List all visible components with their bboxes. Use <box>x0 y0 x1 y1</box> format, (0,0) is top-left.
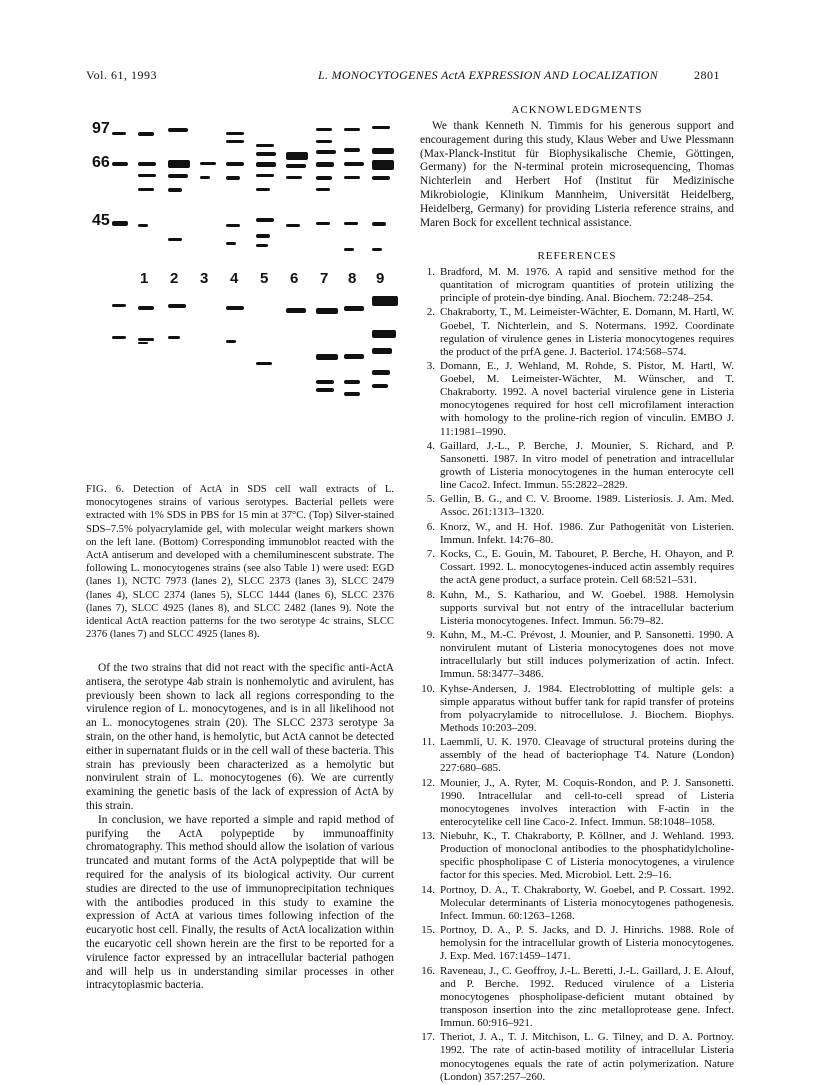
reference-number: 13. <box>421 830 435 843</box>
gel-band <box>372 296 398 306</box>
reference-item <box>420 736 734 775</box>
gel-band <box>168 238 182 241</box>
reference-text: Raveneau, J., C. Geoffroy, J.-L. Beretti, J.-L. Gaillard, J. E. Alouf, and P. Berche. 1992. Reduced virulence of a Listeria monocytogenes phospholipase-deficient mutant obtained by transposon insertion into the zinc metalloprotease gene. Infect. Immun. 60:916–921. <box>440 964 734 1030</box>
gel-band <box>112 162 128 166</box>
reference-number: 3. <box>426 360 435 373</box>
reference-item <box>420 266 734 305</box>
gel-band <box>112 132 126 135</box>
figure-caption <box>86 483 394 641</box>
reference-text: Kuhn, M., S. Kathariou, and W. Goebel. 1988. Hemolysin supports survival but not entry of the intracellular bacterium Listeria monocytogenes. Infect. Immun. 56:79–82. <box>440 588 734 627</box>
gel-band <box>168 128 188 132</box>
reference-text: Kocks, C., E. Gouin, M. Tabouret, P. Berche, H. Ohayon, and P. Cossart. 1992. L. monocytogenes-induced actin assembly requires the actA gene product, a surface protein. Cell 68:521–531. <box>440 548 734 587</box>
gel-band <box>286 152 308 160</box>
gel-band <box>138 224 148 227</box>
gel-band <box>344 380 360 384</box>
gel-band <box>138 174 156 177</box>
gel-band <box>138 132 154 136</box>
reference-number: 6. <box>426 520 435 533</box>
reference-number: 2. <box>426 306 435 319</box>
reference-item <box>420 493 734 519</box>
gel-band <box>256 218 274 222</box>
gel-band <box>226 306 244 310</box>
reference-text: Laemmli, U. K. 1970. Cleavage of structural proteins during the assembly of the head of bacteriophage T4. Nature (London) 227:680–685. <box>440 736 734 775</box>
lane-label-3: 3 <box>200 270 209 287</box>
gel-band <box>344 306 364 311</box>
gel-band <box>226 340 236 343</box>
gel-band <box>344 176 360 179</box>
reference-item <box>420 683 734 735</box>
reference-item <box>420 521 734 547</box>
reference-item <box>420 306 734 358</box>
body-paragraph-2: In conclusion, we have reported a simple and rapid method of purifying the ActA polypeptide by immunoaffinity chromatography. This method should allow the isolation of various truncated and mutant forms of the ActA polypeptide that will be required for the analysis of its biological activity. Our current studies are directed to the use of immunoprecipitation techniques with the antibodies produced in this study to examine the expression of ActA at various times following infection of the eucaryotic host cell. Finally, the results of ActA localization within the eucaryotic cell shown herein are the first to be reported for a virulence factor expressed by an intracellular bacterial pathogen and will help us in understanding similar processes in other intracytoplasmic bacteria. <box>86 813 394 992</box>
reference-item <box>420 629 734 681</box>
lane-label-8: 8 <box>348 270 357 287</box>
reference-text: Portnoy, D. A., P. S. Jacks, and D. J. Hinrichs. 1988. Role of hemolysin for the intracellular growth of Listeria monocytogenes. J. Exp. Med. 167:1459–1471. <box>440 924 734 963</box>
reference-text: Theriot, J. A., T. J. Mitchison, L. G. Tilney, and D. A. Portnoy. 1992. The rate of actin-based motility of intracellular Listeria monocytogenes equals the rate of actin polymerization. Nature (London) 357:257–260. <box>440 1031 734 1083</box>
reference-text: Niebuhr, K., T. Chakraborty, P. Köllner, and J. Wehland. 1993. Production of monoclonal antibodies to the phosphatidylcholine-specific phospholipase C of Listeria monocytogenes, a virulence factor for this species. Med. Microbiol. Lett. 2:9–16. <box>440 830 734 882</box>
mw-marker-45: 45 <box>92 212 110 229</box>
figure-label: FIG. 6. <box>86 484 125 495</box>
gel-band <box>200 176 210 179</box>
gel-band <box>138 162 156 166</box>
reference-text: Kuhn, M., M.-C. Prévost, J. Mounier, and P. Sansonetti. 1990. A nonvirulent mutant of Listeria monocytogenes does not move intracellularly but still induces polymerization of actin. Infect. Immun. 58:3477–3486. <box>440 629 734 681</box>
reference-item <box>420 965 734 1030</box>
gel-band <box>316 150 336 154</box>
gel-band <box>344 248 354 251</box>
mw-marker-66: 66 <box>92 154 110 171</box>
gel-band <box>372 160 394 170</box>
page-number: 2801 <box>694 68 720 82</box>
reference-text: Chakraborty, T., M. Leimeister-Wächter, E. Domann, M. Hartl, W. Goebel, T. Nichterlein, and S. Notermans. 1992. Coordinate regulation of virulence genes in Listeria monocytogenes requires the product of the prfA gene. J. Bacteriol. 174:568–574. <box>440 306 734 358</box>
gel-band <box>226 176 240 180</box>
reference-item <box>420 924 734 963</box>
gel-band <box>316 176 332 180</box>
lane-label-6: 6 <box>290 270 299 287</box>
gel-band <box>372 222 386 226</box>
gel-band <box>138 306 154 310</box>
figure-gel-immunoblot <box>92 118 400 466</box>
reference-number: 12. <box>421 776 435 789</box>
gel-band <box>372 248 382 251</box>
gel-band <box>316 222 330 225</box>
gel-band <box>372 348 392 354</box>
gel-band <box>226 224 240 227</box>
reference-number: 14. <box>421 883 435 896</box>
gel-band <box>168 188 182 192</box>
reference-number: 11. <box>421 736 435 749</box>
gel-band <box>256 162 276 167</box>
gel-band <box>200 162 216 165</box>
immunoblot <box>92 296 400 466</box>
lane-labels <box>92 268 400 292</box>
gel-band <box>372 370 390 375</box>
gel-band <box>256 234 270 238</box>
reference-item <box>420 1031 734 1083</box>
reference-text: Knorz, W., and H. Hof. 1986. Zur Pathogenität von Listerien. Immun. Infekt. 14:76–80. <box>440 520 734 546</box>
lane-label-1: 1 <box>140 270 149 287</box>
gel-band <box>344 148 360 152</box>
gel-band <box>226 162 244 166</box>
lane-label-2: 2 <box>170 270 179 287</box>
reference-number: 4. <box>426 439 435 452</box>
gel-band <box>226 140 244 143</box>
acknowledgments-heading: ACKNOWLEDGMENTS <box>511 104 643 116</box>
reference-item <box>420 884 734 923</box>
gel-band <box>316 380 334 384</box>
gel-band <box>372 148 394 154</box>
reference-number: 5. <box>426 493 435 506</box>
page-header <box>0 68 816 90</box>
reference-number: 17. <box>421 1031 435 1044</box>
gel-band <box>286 164 306 168</box>
reference-number: 7. <box>426 548 435 561</box>
gel-band <box>344 222 358 225</box>
lane-label-5: 5 <box>260 270 269 287</box>
gel-band <box>286 308 306 313</box>
reference-number: 15. <box>421 924 435 937</box>
running-title: L. MONOCYTOGENES ActA EXPRESSION AND LOCALIZATION <box>318 68 659 82</box>
gel-band <box>372 330 396 338</box>
gel-band <box>316 128 332 131</box>
gel-band <box>226 132 244 135</box>
gel-band <box>316 308 338 314</box>
gel-band <box>256 174 274 177</box>
gel-band <box>112 304 126 307</box>
figure-caption-text: Detection of ActA in SDS cell wall extracts of L. monocytogenes strains of various serotypes. Bacterial pellets were extracted with 1% SDS in PBS for 15 min at 37°C. (Top) Silver-stained SDS–7.5% polyacrylamide gel, with molecular weight markers shown on the left lane. (Bottom) Corresponding immunoblot reacted with the ActA antiserum and developed with a chemiluminescent substrate. The following L. monocytogenes strains (see also Table 1) were used: EGD (lanes 1), NCTC 7973 (lanes 2), SLCC 2373 (lanes 3), SLCC 2479 (lanes 4), SLCC 2374 (lanes 5), SLCC 1444 (lanes 6), SLCC 2376 (lanes 7), SLCC 4925 (lanes 8), and SLCC 2482 (lanes 9). Note the identical ActA reaction patterns for the two serotype 4c strains, SLCC 2376 (lanes 7) and SLCC 4925 (lanes 8). <box>86 484 394 641</box>
acknowledgments-text: We thank Kenneth N. Timmis for his generous support and encouragement during this study, Klaus Weber and Uwe Plessmann (Max-Planck-Institut für Biophysikalische Chemie, Göttingen, Germany) for the N-terminal protein microsequencing, Thomas Nichterlein and Herbert Hof (Institut für Medizinische Mikrobiologie, Klinikum Mannheim, Universität Heidelberg, Heidelberg, Germany) for providing Listeria reference strains, and Maren Bock for excellent technical assistance. <box>420 120 734 229</box>
discussion-body <box>86 662 394 993</box>
reference-number: 1. <box>426 266 435 278</box>
reference-item <box>420 440 734 492</box>
gel-band <box>168 304 186 308</box>
reference-list <box>420 266 734 1085</box>
gel-band <box>316 140 332 143</box>
reference-number: 9. <box>426 629 435 642</box>
gel-band <box>316 388 334 392</box>
reference-item <box>420 548 734 587</box>
reference-item <box>420 777 734 829</box>
gel-band <box>372 126 390 129</box>
gel-band <box>256 188 270 191</box>
reference-number: 10. <box>421 682 435 695</box>
references-heading: REFERENCES <box>537 250 617 262</box>
reference-item <box>420 360 734 439</box>
gel-band <box>256 152 276 156</box>
gel-band <box>344 128 360 131</box>
gel-band <box>112 221 128 226</box>
reference-text: Bradford, M. M. 1976. A rapid and sensitive method for the quantitation of microgram quantities of protein utilizing the principle of protein-dye binding. Anal. Biochem. 72:248–254. <box>440 266 734 305</box>
gel-band <box>344 162 364 166</box>
gel-band <box>372 176 390 180</box>
reference-number: 8. <box>426 588 435 601</box>
volume-label: Vol. 61, 1993 <box>86 68 157 82</box>
mw-marker-97: 97 <box>92 120 110 137</box>
lane-label-9: 9 <box>376 270 385 287</box>
gel-band <box>112 336 126 339</box>
gel-band <box>344 392 360 396</box>
gel-band <box>256 144 274 147</box>
gel-band <box>138 342 148 344</box>
gel-band <box>138 188 154 191</box>
gel-band <box>168 160 190 168</box>
gel-band <box>256 362 272 365</box>
gel-band <box>372 384 388 388</box>
gel-band <box>286 224 300 227</box>
reference-text: Gellin, B. G., and C. V. Broome. 1989. Listeriosis. J. Am. Med. Assoc. 261:1313–1320. <box>440 493 734 519</box>
gel-band <box>256 244 268 247</box>
gel-band <box>138 338 154 341</box>
reference-text: Domann, E., J. Wehland, M. Rohde, S. Pistor, M. Hartl, W. Goebel, M. Leimeister-Wächter, M. Wünscher, and T. Chakraborty. 1992. A novel bacterial virulence gene in Listeria monocytogenes required for host cell microfilament interaction with homology to the proline-rich region of vinculin. EMBO J. 11:1981–1990. <box>440 360 734 438</box>
gel-band <box>226 242 236 245</box>
gel-band <box>316 354 338 360</box>
reference-text: Gaillard, J.-L., P. Berche, J. Mounier, S. Richard, and P. Sansonetti. 1987. In vitro model of penetration and intracellular growth of Listeria monocytogenes in the human enterocyte cell line Caco2. Infect. Immun. 55:2822–2829. <box>440 439 734 492</box>
reference-text: Kyhse-Andersen, J. 1984. Electroblotting of multiple gels: a simple apparatus without buffer tank for rapid transfer of proteins from polyacrylamide to nitrocellulose. J. Biochem. Biophys. Methods 10:203–209. <box>440 682 734 734</box>
lane-label-4: 4 <box>230 270 239 287</box>
gel-band <box>344 354 364 359</box>
gel-band <box>168 336 180 339</box>
silver-stained-gel <box>92 118 400 268</box>
lane-label-7: 7 <box>320 270 329 287</box>
reference-item <box>420 830 734 882</box>
gel-band <box>286 176 302 179</box>
reference-text: Portnoy, D. A., T. Chakraborty, W. Goebel, and P. Cossart. 1992. Molecular determinants of Listeria monocytogenes pathogenesis. Infect. Immun. 60:1263–1268. <box>440 883 734 922</box>
body-paragraph-1: Of the two strains that did not react with the specific anti-ActA antisera, the serotype 4ab strain is nonhemolytic and avirulent, has previously been shown to lack all regions corresponding to the virulence region of L. monocytogenes, and is in all likelihood not an L. monocytogenes strain (20). The SLCC 2373 serotype 3a strain, on the other hand, is hemolytic, but ActA cannot be detected either in supernatant fluids or in the cell wall of these bacteria. This strain has previously been characterized as a hemolytic but nonvirulent strain of L. monocytogenes (6). We are currently examining the genetic basis of the lack of expression of ActA by this strain. <box>86 662 394 812</box>
reference-text: Mounier, J., A. Ryter, M. Coquis-Rondon, and P. J. Sansonetti. 1990. Intracellular and cell-to-cell spread of Listeria monocytogenes involves interaction with F-actin in the enterocytelike cell line Caco-2. Infect. Immun. 58:1048–1058. <box>440 776 734 828</box>
reference-number: 16. <box>421 964 435 977</box>
gel-band <box>168 174 188 178</box>
gel-band <box>316 162 334 167</box>
reference-item <box>420 589 734 628</box>
gel-band <box>316 188 330 191</box>
